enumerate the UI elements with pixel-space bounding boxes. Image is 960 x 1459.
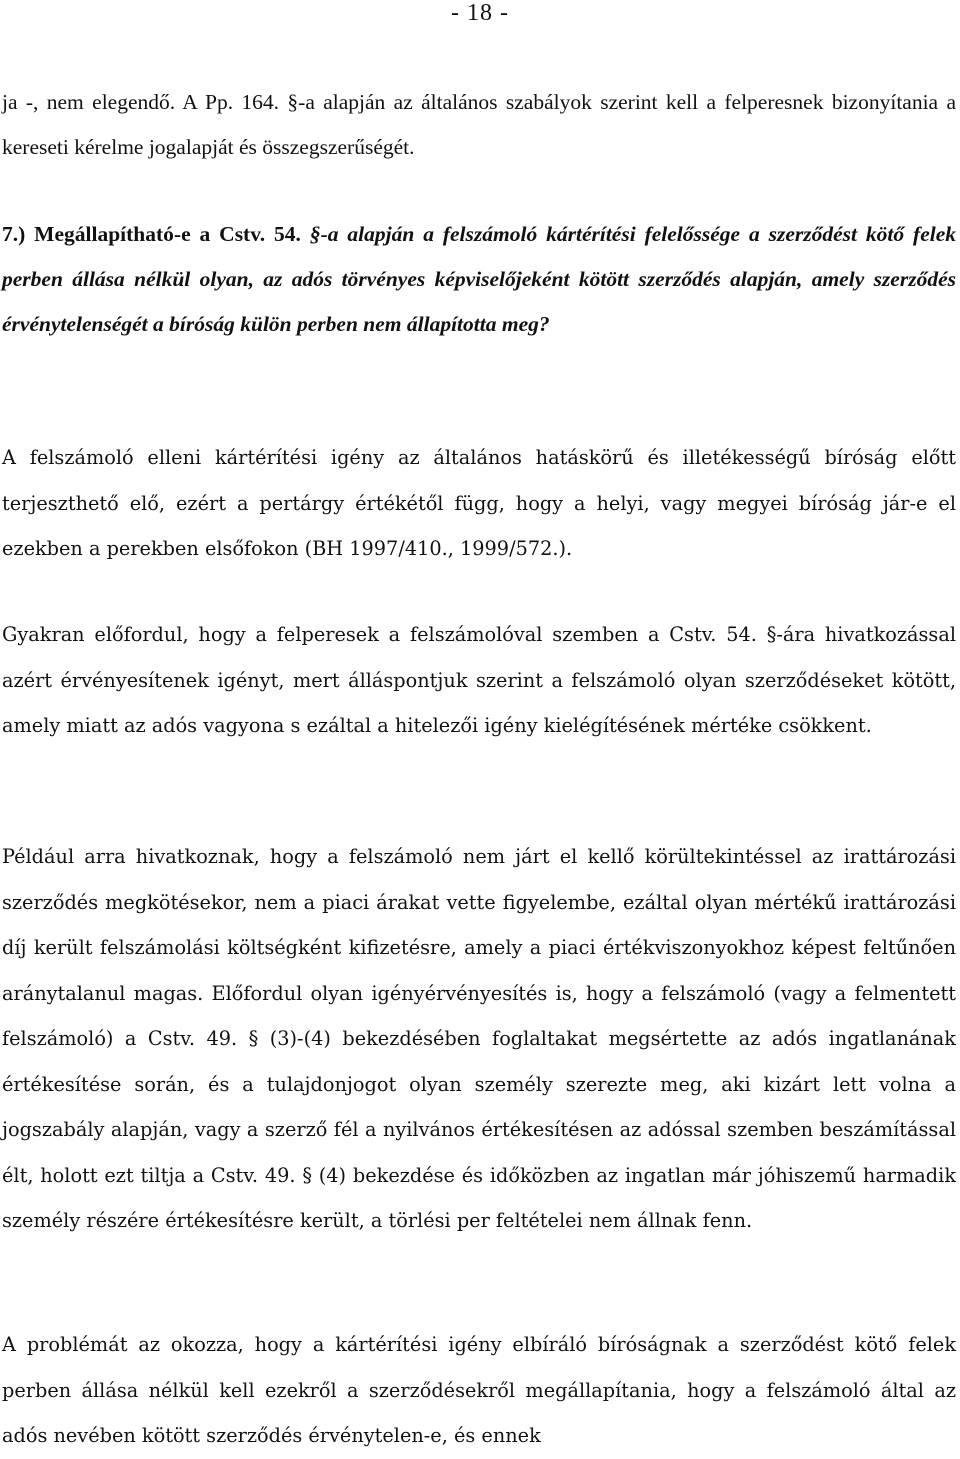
page-number: - 18 - [451,0,509,26]
paragraph-examples: Például arra hivatkoznak, hogy a felszámoló nem járt el kellő körültekintéssel az irattározási szerződés megkötésekor, nem a piaci árakat vette figyelembe, ezáltal olyan mértékű irattározási díj került felszámolási költségként kifizetésre, amely a piaci értékviszonyokhoz képest feltűnően aránytalanul magas. Előfordul olyan igényérvényesítés is, hogy a felszámoló (vagy a felmentett felszámoló) a Cstv. 49. § (3)-(4) bekezdésében foglaltakat megsértette az adós ingatlanának értékesítése során, és a tulajdonjogot olyan személy szerezte meg, aki kizárt lett volna a jogszabály alapján, vagy a szerző fél a nyilvános értékesítésen az adóssal szemben beszámítással élt, holott ezt tiltja a Cstv. 49. § (4) bekezdése és időközben az ingatlan már jóhiszemű harmadik személy részére értékesítésre került, a törlési per feltételei nem állnak fenn. [2,845,956,1232]
section-heading-text: §-a alapján a felszámoló kártérítési felelőssége a szerződést kötő felek perben állása nélkül olyan, az adós törvényes képviselőjeként kötött szerződés alapján, amely szerződés érvénytelenségét a bíróság külön perben nem állapította meg? [2,222,957,336]
section-heading-number: 7.) Megállapítható-e a Cstv. 54. [2,222,301,246]
paragraph-intro: ja -, nem elegendő. A Pp. 164. §-a alapján az általános szabályok szerint kell a felperesnek bizonyítania a kereseti kérelme jogalapját és összegszerűségét. [2,90,956,159]
section-heading [2,212,956,347]
paragraph-problem: A problémát az okozza, hogy a kártérítési igény elbíráló bíróságnak a szerződést kötő felek perben állása nélkül kell ezekről a szerződésekről megállapítania, hogy a felszámoló által az adós nevében kötött szerződés érvénytelen-e, és ennek [2,1333,956,1447]
paragraph-jurisdiction: A felszámoló elleni kártérítési igény az általános hatáskörű és illetékességű bíróság előtt terjeszthető elő, ezért a pertárgy értékétől függ, hogy a helyi, vagy megyei bíróság jár-e el ezekben a perekben elsőfokon (BH 1997/410., 1999/572.). [2,446,956,560]
paragraph-common-claims: Gyakran előfordul, hogy a felperesek a felszámolóval szemben a Cstv. 54. §-ára hivatkozással azért érvényesítenek igényt, mert álláspontjuk szerint a felszámoló olyan szerződéseket kötött, amely miatt az adós vagyona s ezáltal a hitelezői igény kielégítésének mértéke csökkent. [2,623,956,737]
